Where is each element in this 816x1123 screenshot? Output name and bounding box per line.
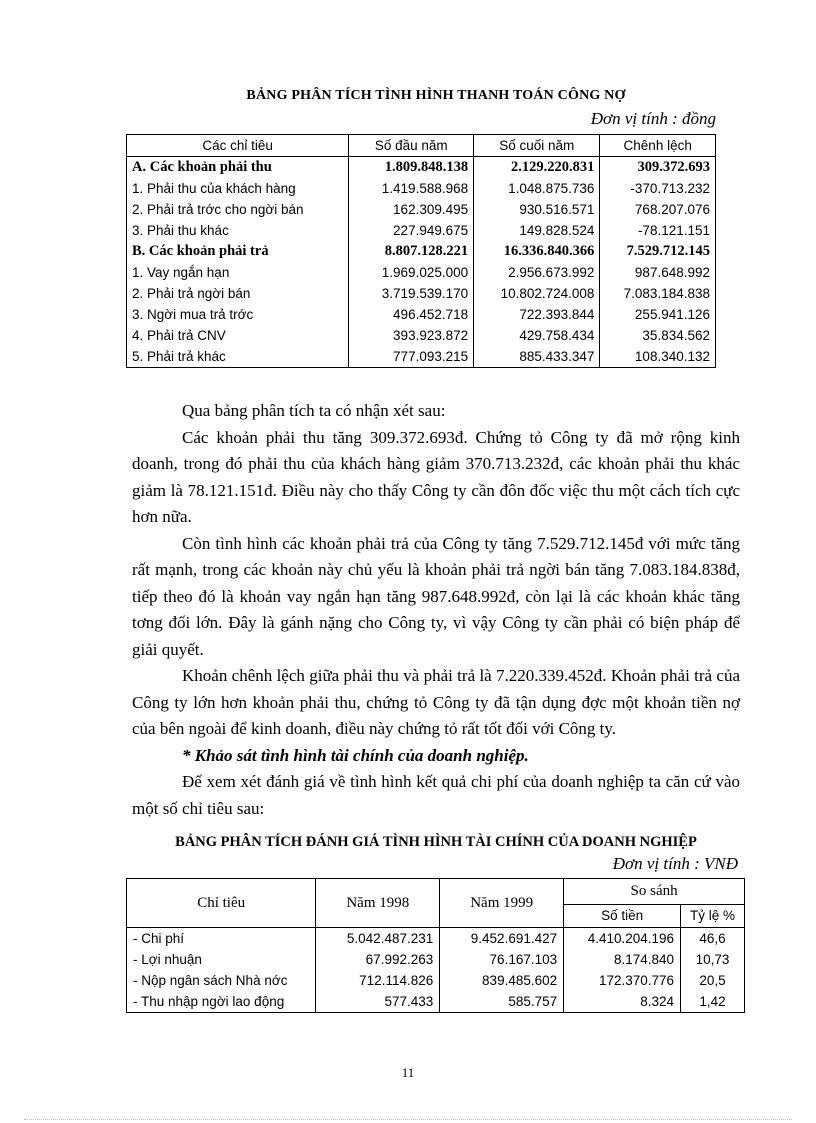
row-ratio-value: 20,5	[681, 970, 745, 991]
section-heading: * Khảo sát tình hình tài chính của doanh nghiệp.	[182, 745, 529, 765]
row-start-value: 393.923.872	[349, 325, 474, 346]
row-amount-value: 4.410.204.196	[564, 928, 681, 950]
table2-header-row	[127, 879, 745, 905]
row-end-value: 2.956.673.992	[474, 262, 600, 283]
row-start-value: 777.093.215	[349, 346, 474, 368]
row-end-value: 885.433.347	[474, 346, 600, 368]
row-diff-value: -370.713.232	[600, 178, 716, 199]
col-header-1998: Năm 1998	[316, 879, 440, 928]
row-amount-value: 8.174.840	[564, 949, 681, 970]
debt-payment-table	[126, 134, 716, 368]
row-label: 2. Phải trả ngời bán	[127, 283, 349, 304]
row-start-value: 1.419.588.968	[349, 178, 474, 199]
table-row	[127, 928, 745, 950]
table2-title: BẢNG PHÂN TÍCH ĐÁNH GIÁ TÌNH HÌNH TÀI CHÍNH CỦA DOANH NGHIỆP	[175, 834, 697, 850]
table-row	[127, 241, 716, 262]
analysis-payables: Còn tình hình các khoản phải trả của Công ty tăng 7.529.712.145đ với mức tăng rất mạnh, trong các khoản này chủ yếu là khoản phải trả ngời bán tăng 7.083.184.838đ, tiếp theo đó là khoản vay ngắn hạn tăng 987.648.992đ, còn lại là các khoản khác tăng tơng đối lớn. Đây là gánh nặng cho Công ty, vì vậy Công ty cần phải có biện pháp để giải quyết.	[132, 533, 740, 659]
row-diff-value: 768.207.076	[600, 199, 716, 220]
row-diff-value: 255.941.126	[600, 304, 716, 325]
row-ratio-value: 46,6	[681, 928, 745, 950]
row-diff-value: 7.083.184.838	[600, 283, 716, 304]
table-row	[127, 157, 716, 179]
row-diff-value: 108.340.132	[600, 346, 716, 368]
row-start-value: 3.719.539.170	[349, 283, 474, 304]
row-end-value: 10.802.724.008	[474, 283, 600, 304]
row-1998-value: 712.114.826	[316, 970, 440, 991]
table1-unit: Đơn vị tính : đồng	[590, 109, 716, 128]
financial-evaluation-table	[126, 878, 745, 1013]
row-label: 2. Phải trả trớc cho ngời bán	[127, 199, 349, 220]
row-end-value: 2.129.220.831	[474, 157, 600, 179]
analysis-difference: Khoản chênh lệch giữa phải thu và phải trả là 7.220.339.452đ. Khoản phải trả của Công ty lớn hơn khoản phải thu, chứng tỏ Công ty đã tận dụng đợc một khoản tiền nợ của bên ngoài để kinh doanh, điều này chứng tỏ rất tốt đối với Công ty.	[132, 666, 740, 738]
row-label: 1. Phải thu của khách hàng	[127, 178, 349, 199]
analysis-intro: Qua bảng phân tích ta có nhận xét sau:	[182, 401, 446, 420]
row-label: A. Các khoản phải thu	[127, 157, 349, 179]
col-header-start: Số đầu năm	[349, 135, 474, 157]
table-row	[127, 991, 745, 1013]
row-end-value: 722.393.844	[474, 304, 600, 325]
analysis-text	[132, 398, 740, 822]
row-diff-value: 7.529.712.145	[600, 241, 716, 262]
row-start-value: 8.807.128.221	[349, 241, 474, 262]
row-1998-value: 5.042.487.231	[316, 928, 440, 950]
col-header-ratio: Tỷ lệ %	[681, 904, 745, 927]
col-header-criteria: Các chỉ tiêu	[127, 135, 349, 157]
col-header-compare: So sánh	[564, 879, 745, 905]
row-label: 4. Phải trả CNV	[127, 325, 349, 346]
table1-header-row	[127, 135, 716, 157]
row-end-value: 429.758.434	[474, 325, 600, 346]
table-row	[127, 199, 716, 220]
table-row	[127, 949, 745, 970]
row-ratio-value: 10,73	[681, 949, 745, 970]
table2-unit: Đơn vị tính : VNĐ	[612, 854, 738, 873]
table-row	[127, 220, 716, 241]
row-label: 1. Vay ngắn hạn	[127, 262, 349, 283]
analysis-criteria-intro: Để xem xét đánh giá về tình hình kết quả chi phí của doanh nghiệp ta căn cứ vào một số chỉ tiêu sau:	[132, 772, 740, 818]
table-row	[127, 283, 716, 304]
row-label: - Thu nhập ngời lao động	[127, 991, 316, 1013]
row-start-value: 496.452.718	[349, 304, 474, 325]
row-label: 3. Ngời mua trả trớc	[127, 304, 349, 325]
table-row	[127, 304, 716, 325]
analysis-receivables: Các khoản phải thu tăng 309.372.693đ. Chứng tỏ Công ty đã mở rộng kinh doanh, trong đó phải thu của khách hàng giảm 370.713.232đ, các khoản phải thu khác giảm là 78.121.151đ. Điều này cho thấy Công ty cần đôn đốc việc thu một cách tích cực hơn nữa.	[132, 427, 740, 526]
row-end-value: 1.048.875.736	[474, 178, 600, 199]
row-amount-value: 172.370.776	[564, 970, 681, 991]
col-header-end: Số cuối năm	[474, 135, 600, 157]
col-header-1999: Năm 1999	[440, 879, 564, 928]
page-footer-divider	[24, 1119, 792, 1120]
row-start-value: 162.309.495	[349, 199, 474, 220]
row-1999-value: 9.452.691.427	[440, 928, 564, 950]
row-start-value: 1.969.025.000	[349, 262, 474, 283]
col-header-amount: Số tiền	[564, 904, 681, 927]
row-end-value: 149.828.524	[474, 220, 600, 241]
table1-title: BẢNG PHÂN TÍCH TÌNH HÌNH THANH TOÁN CÔNG NỢ	[246, 88, 626, 103]
row-label: - Chi phí	[127, 928, 316, 950]
row-ratio-value: 1,42	[681, 991, 745, 1013]
table-row	[127, 178, 716, 199]
col-header-label: Chỉ tiêu	[127, 879, 316, 928]
table-row	[127, 970, 745, 991]
col-header-diff: Chênh lệch	[600, 135, 716, 157]
table-row	[127, 346, 716, 368]
row-label: - Nộp ngân sách Nhà nớc	[127, 970, 316, 991]
row-amount-value: 8.324	[564, 991, 681, 1013]
row-1999-value: 585.757	[440, 991, 564, 1013]
row-label: 5. Phải trả khác	[127, 346, 349, 368]
row-end-value: 930.516.571	[474, 199, 600, 220]
page-number: 11	[401, 1065, 415, 1080]
row-1998-value: 577.433	[316, 991, 440, 1013]
row-1998-value: 67.992.263	[316, 949, 440, 970]
row-start-value: 1.809.848.138	[349, 157, 474, 179]
row-diff-value: 309.372.693	[600, 157, 716, 179]
row-end-value: 16.336.840.366	[474, 241, 600, 262]
row-label: 3. Phải thu khác	[127, 220, 349, 241]
row-1999-value: 839.485.602	[440, 970, 564, 991]
row-diff-value: -78.121.151	[600, 220, 716, 241]
table-row	[127, 325, 716, 346]
row-1999-value: 76.167.103	[440, 949, 564, 970]
row-diff-value: 35.834.562	[600, 325, 716, 346]
row-diff-value: 987.648.992	[600, 262, 716, 283]
row-label: - Lợi nhuận	[127, 949, 316, 970]
row-start-value: 227.949.675	[349, 220, 474, 241]
row-label: B. Các khoản phải trả	[127, 241, 349, 262]
table-row	[127, 262, 716, 283]
